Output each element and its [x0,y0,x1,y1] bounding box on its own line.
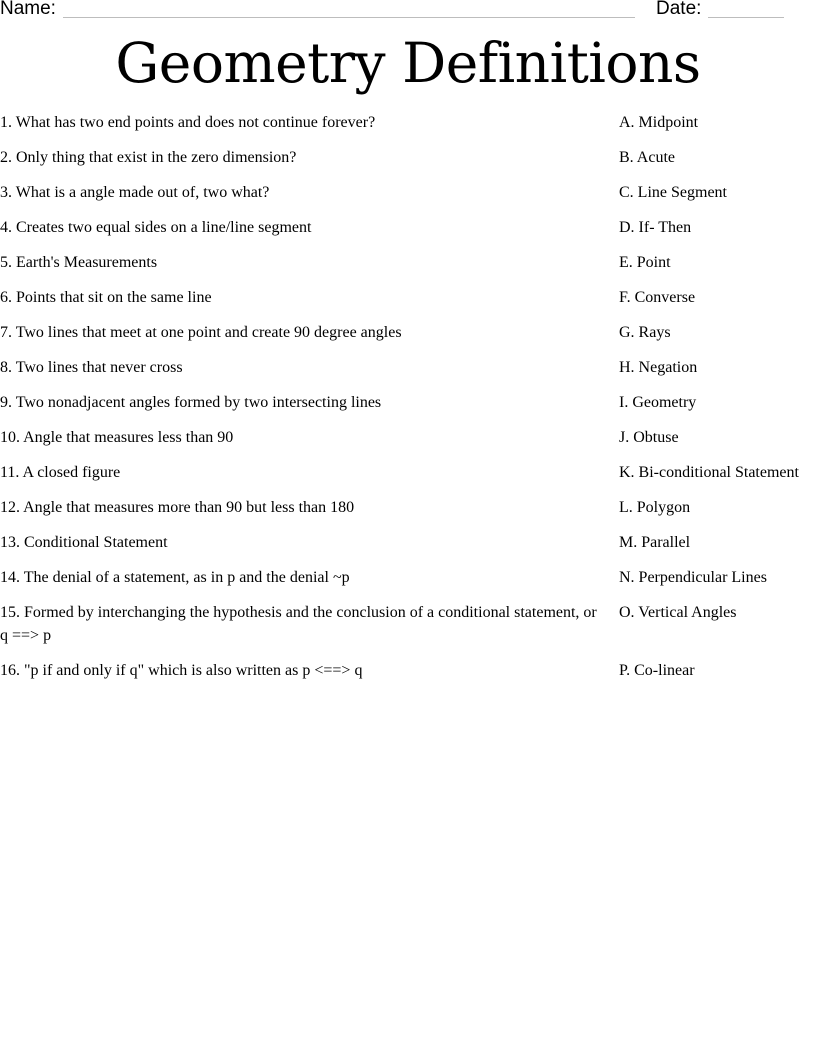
question-item: 15. Formed by interchanging the hypothesis and the conclusion of a conditional statement, or q ==> p [0,604,597,644]
question-list [0,111,600,694]
answer-item: H. Negation [619,359,698,376]
worksheet-header [0,0,816,22]
question-item: 8. Two lines that never cross [0,359,183,376]
date-label: Date: [656,0,702,19]
answer-item: P. Co-linear [619,662,695,679]
question-item: 5. Earth's Measurements [0,254,158,271]
answer-item: A. Midpoint [619,114,699,131]
question-item: 10. Angle that measures less than 90 [0,429,234,446]
question-item: 6. Points that sit on the same line [0,289,212,306]
answer-item: O. Vertical Angles [619,604,737,621]
question-item: 16. "p if and only if q" which is also written as p <==> q [0,662,363,679]
question-item: 7. Two lines that meet at one point and create 90 degree angles [0,324,402,341]
answer-item: F. Converse [619,289,696,306]
answer-item: I. Geometry [619,394,697,411]
question-item: 4. Creates two equal sides on a line/line segment [0,219,312,236]
answer-item: N. Perpendicular Lines [619,569,767,586]
answer-list [619,111,816,694]
question-item: 14. The denial of a statement, as in p and the denial ~p [0,569,350,586]
page-title: Geometry Definitions [115,31,701,95]
question-item: 11. A closed figure [0,464,121,481]
answer-item: B. Acute [619,149,675,166]
question-item: 12. Angle that measures more than 90 but less than 180 [0,499,355,516]
answer-item: K. Bi-conditional Statement [619,464,799,481]
answer-item: D. If- Then [619,219,692,236]
name-blank-line [63,17,635,18]
answer-item: L. Polygon [619,499,691,516]
answer-item: M. Parallel [619,534,691,551]
question-item: 3. What is a angle made out of, two what? [0,184,270,201]
question-item: 2. Only thing that exist in the zero dimension? [0,149,297,166]
question-item: 13. Conditional Statement [0,534,168,551]
answer-item: E. Point [619,254,671,271]
question-item: 9. Two nonadjacent angles formed by two intersecting lines [0,394,382,411]
answer-item: C. Line Segment [619,184,727,201]
question-item: 1. What has two end points and does not continue forever? [0,114,376,131]
date-blank-line [708,17,784,18]
answer-item: J. Obtuse [619,429,679,446]
name-label: Name: [0,0,56,19]
answer-item: G. Rays [619,324,671,341]
